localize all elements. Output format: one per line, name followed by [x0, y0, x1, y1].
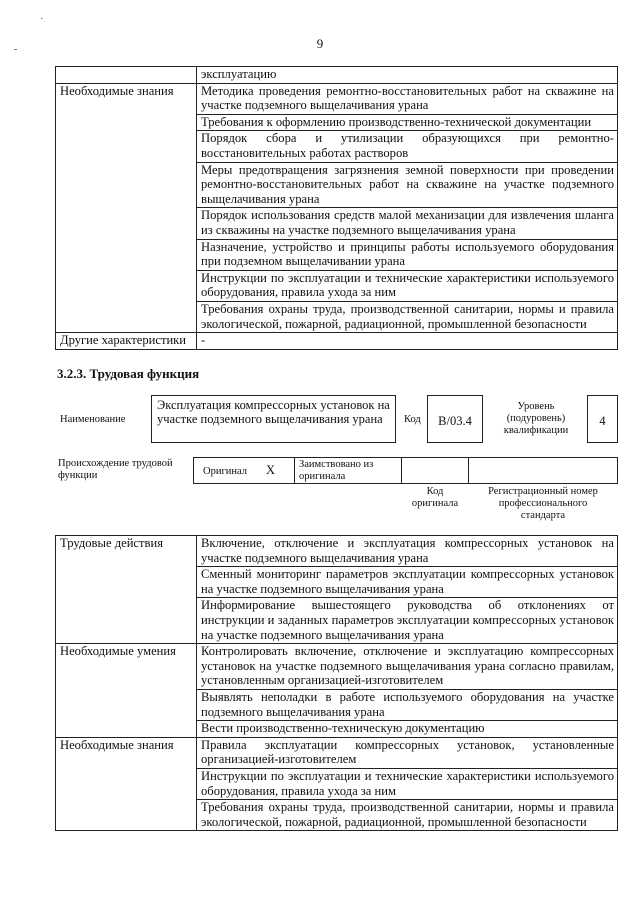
scan-speck: -	[14, 44, 18, 55]
scan-speck: ·	[40, 14, 44, 25]
row-text: эксплуатацию	[197, 67, 618, 84]
row-label-knowledge: Необходимые знания	[56, 737, 197, 831]
code-label: Код	[404, 414, 421, 425]
row-text: Методика проведения ремонтно-восстановительных работ на скважине на участке подземного выщелачивания урана	[197, 83, 618, 114]
row-text: -	[197, 333, 618, 350]
original-label: Оригинал	[203, 466, 247, 477]
function-name-box	[151, 395, 396, 443]
level-label: Уровень (подуровень) квалификации	[503, 401, 569, 436]
original-cell	[193, 457, 295, 484]
code-original-caption: Код оригинала	[411, 486, 459, 509]
row-text: Порядок сбора и утилизации образующихся при ремонтно-восстановительных работах растворов	[197, 131, 618, 162]
row-text: Информирование вышестоящего руководства об отклонениях от инструкции и заданных параметров эксплуатации компрессорных установок на участке подземного выщелачивания урана	[197, 598, 618, 644]
level-value: 4	[599, 414, 606, 428]
borrowed-cell	[294, 457, 402, 484]
row-text: Назначение, устройство и принципы работы используемого оборудования при подземном выщелачивании урана	[197, 239, 618, 270]
borrowed-label: Заимствовано из оригинала	[299, 459, 374, 482]
original-mark: X	[266, 463, 276, 477]
reg-number-cell	[468, 457, 618, 484]
row-text: Требования охраны труда, производственной санитарии, нормы и правила экологической, пожарной, радиационной, промышленной безопасности	[197, 800, 618, 831]
row-text: Правила эксплуатации компрессорных установок, установленные организацией-изготовителем	[197, 737, 618, 768]
row-text: Меры предотвращения загрязнения земной поверхности при проведении ремонтно-восстановительных работ на скважине на участке подземного выщелачивания урана	[197, 162, 618, 208]
function-name: Эксплуатация компрессорных установок на участке подземного выщелачивания урана	[157, 398, 390, 426]
row-label-actions: Трудовые действия	[56, 536, 197, 644]
table-row	[56, 83, 618, 114]
row-label-knowledge: Необходимые знания	[56, 83, 197, 333]
row-text: Требования к оформлению производственно-технической документации	[197, 114, 618, 131]
row-text: Сменный мониторинг параметров эксплуатации компрессорных установок на участке подземного выщелачивания урана	[197, 567, 618, 598]
row-label	[56, 67, 197, 84]
function-details-table	[55, 535, 618, 831]
row-text: Инструкции по эксплуатации и технические характеристики используемого оборудования, правила ухода за ним	[197, 270, 618, 301]
table-row	[56, 536, 618, 567]
table-row	[56, 644, 618, 690]
code-box	[427, 395, 483, 443]
name-label: Наименование	[60, 414, 126, 425]
row-label-skills: Необходимые умения	[56, 644, 197, 738]
knowledge-table-continued	[55, 66, 618, 350]
original-code-cell	[401, 457, 469, 484]
page-number: 9	[316, 36, 324, 51]
table-row	[56, 67, 618, 84]
row-label-other: Другие характеристики	[56, 333, 197, 350]
level-box	[587, 395, 618, 443]
code-value: В/03.4	[438, 414, 472, 428]
section-heading: 3.2.3. Трудовая функция	[57, 366, 200, 381]
origin-label: Происхождение трудовой функции	[58, 458, 173, 481]
row-text: Инструкции по эксплуатации и технические характеристики используемого оборудования, правила ухода за ним	[197, 768, 618, 799]
row-text: Контролировать включение, отключение и эксплуатацию компрессорных установок на участке подземного выщелачивания урана согласно правилам, установленным организацией-изготовителем	[197, 644, 618, 690]
row-text: Требования охраны труда, производственной санитарии, нормы и правила экологической, пожарной, радиационной, промышленной безопасности	[197, 301, 618, 332]
row-text: Выявлять неполадки в работе используемого оборудования на участке подземного выщелачивания урана	[197, 689, 618, 720]
row-text: Вести производственно-техническую документацию	[197, 721, 618, 738]
table-row	[56, 737, 618, 768]
reg-number-caption: Регистрационный номер профессионального стандарта	[488, 486, 598, 521]
row-text: Включение, отключение и эксплуатация компрессорных установок на участке подземного выщелачивания урана	[197, 536, 618, 567]
row-text: Порядок использования средств малой механизации для извлечения шланга из скважины на участке подземного выщелачивания урана	[197, 208, 618, 239]
table-row	[56, 333, 618, 350]
